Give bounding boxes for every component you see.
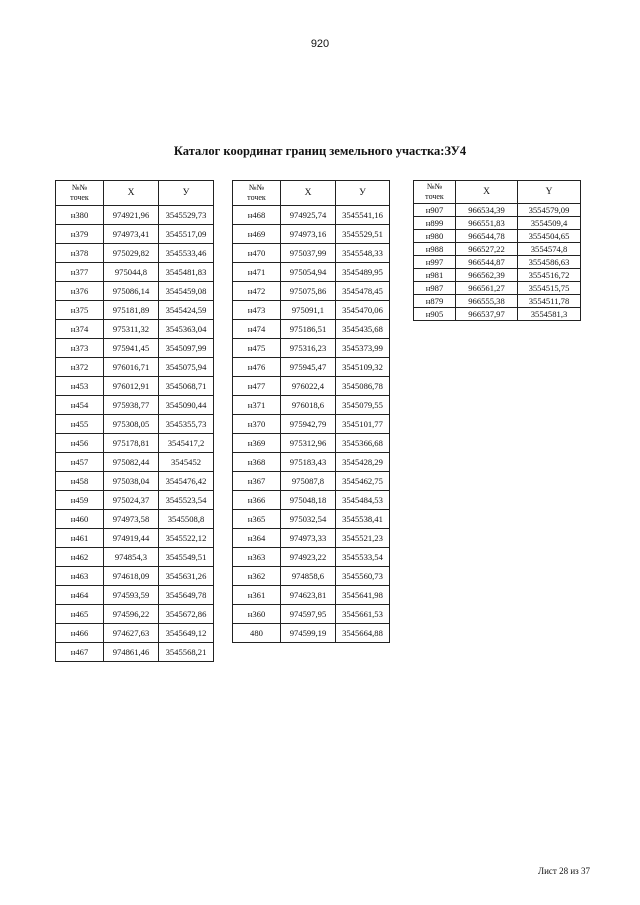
y-coordinate-cell: 3545631,26: [159, 567, 214, 586]
point-id-cell: н477: [233, 377, 281, 396]
table-row: [233, 320, 390, 339]
y-coordinate-cell: 3545452: [159, 453, 214, 472]
x-coordinate-cell: 975082,44: [104, 453, 159, 472]
y-coordinate-cell: 3545355,73: [159, 415, 214, 434]
x-coordinate-cell: 966562,39: [456, 269, 518, 282]
column-header-point: №№ точек: [414, 181, 456, 204]
point-id-cell: н476: [233, 358, 281, 377]
table-row: [56, 282, 214, 301]
point-id-cell: н997: [414, 256, 456, 269]
y-coordinate-cell: 3545508,8: [159, 510, 214, 529]
table-row: [414, 256, 581, 269]
point-id-cell: н368: [233, 453, 281, 472]
x-coordinate-cell: 976022,4: [281, 377, 336, 396]
x-coordinate-cell: 974623,81: [281, 586, 336, 605]
x-coordinate-cell: 975044,8: [104, 263, 159, 282]
point-id-cell: н361: [233, 586, 281, 605]
column-header-point: №№ точек: [56, 181, 104, 206]
y-coordinate-cell: 3545373,99: [336, 339, 390, 358]
y-coordinate-cell: 3545478,45: [336, 282, 390, 301]
y-coordinate-cell: 3554579,09: [518, 204, 581, 217]
y-coordinate-cell: 3545428,29: [336, 453, 390, 472]
x-coordinate-cell: 974599,19: [281, 624, 336, 643]
y-coordinate-cell: 3545101,77: [336, 415, 390, 434]
point-id-cell: н472: [233, 282, 281, 301]
point-id-cell: н454: [56, 396, 104, 415]
coordinates-table-1: [55, 180, 214, 662]
y-coordinate-cell: 3545523,54: [159, 491, 214, 510]
x-coordinate-cell: 974854,3: [104, 548, 159, 567]
x-coordinate-cell: 974627,63: [104, 624, 159, 643]
point-id-cell: н380: [56, 206, 104, 225]
point-id-cell: н376: [56, 282, 104, 301]
point-id-cell: 480: [233, 624, 281, 643]
table-row: [233, 377, 390, 396]
x-coordinate-cell: 974593,59: [104, 586, 159, 605]
point-id-cell: н470: [233, 244, 281, 263]
table-row: [56, 491, 214, 510]
x-coordinate-cell: 976012,91: [104, 377, 159, 396]
table-row: [56, 586, 214, 605]
y-coordinate-cell: 3545649,12: [159, 624, 214, 643]
point-id-cell: н461: [56, 529, 104, 548]
table-row: [233, 567, 390, 586]
x-coordinate-cell: 975075,86: [281, 282, 336, 301]
table-row: [233, 586, 390, 605]
x-coordinate-cell: 975024,37: [104, 491, 159, 510]
point-id-cell: н456: [56, 434, 104, 453]
column-header-x: X: [456, 181, 518, 204]
document-title: Каталог координат границ земельного участка:ЗУ4: [173, 144, 467, 158]
x-coordinate-cell: 974925,74: [281, 206, 336, 225]
x-coordinate-cell: 975312,96: [281, 434, 336, 453]
x-coordinate-cell: 975938,77: [104, 396, 159, 415]
table-row: [56, 415, 214, 434]
table-row: [233, 491, 390, 510]
x-coordinate-cell: 975178,81: [104, 434, 159, 453]
x-coordinate-cell: 974618,09: [104, 567, 159, 586]
y-coordinate-cell: 3545661,53: [336, 605, 390, 624]
point-id-cell: н372: [56, 358, 104, 377]
y-coordinate-cell: 3545484,53: [336, 491, 390, 510]
column-header-y: У: [336, 181, 390, 206]
point-id-cell: н366: [233, 491, 281, 510]
point-id-cell: н378: [56, 244, 104, 263]
point-id-cell: н474: [233, 320, 281, 339]
table-row: [56, 605, 214, 624]
table-row: [56, 358, 214, 377]
x-coordinate-cell: 975086,14: [104, 282, 159, 301]
point-id-cell: н468: [233, 206, 281, 225]
point-id-cell: н987: [414, 282, 456, 295]
point-id-cell: н907: [414, 204, 456, 217]
x-coordinate-cell: 974923,22: [281, 548, 336, 567]
table-row: [56, 567, 214, 586]
x-coordinate-cell: 974597,95: [281, 605, 336, 624]
x-coordinate-cell: 975037,99: [281, 244, 336, 263]
y-coordinate-cell: 3545664,88: [336, 624, 390, 643]
x-coordinate-cell: 966544,87: [456, 256, 518, 269]
table-row: [56, 624, 214, 643]
y-coordinate-cell: 3545548,33: [336, 244, 390, 263]
x-coordinate-cell: 975941,45: [104, 339, 159, 358]
table-row: [56, 643, 214, 662]
x-coordinate-cell: 975316,23: [281, 339, 336, 358]
point-id-cell: н374: [56, 320, 104, 339]
y-coordinate-cell: 3545097,99: [159, 339, 214, 358]
table-row: [233, 472, 390, 491]
x-coordinate-cell: 974973,41: [104, 225, 159, 244]
table-row: [233, 548, 390, 567]
x-coordinate-cell: 974921,96: [104, 206, 159, 225]
y-coordinate-cell: 3545462,75: [336, 472, 390, 491]
x-coordinate-cell: 975054,94: [281, 263, 336, 282]
sheet-footer: Лист 28 из 37: [538, 866, 590, 876]
x-coordinate-cell: 975311,32: [104, 320, 159, 339]
x-coordinate-cell: 975091,1: [281, 301, 336, 320]
point-id-cell: н365: [233, 510, 281, 529]
point-id-cell: н879: [414, 295, 456, 308]
table-row: [56, 225, 214, 244]
coordinates-table-2: [232, 180, 390, 643]
table-row: [233, 339, 390, 358]
x-coordinate-cell: 975048,18: [281, 491, 336, 510]
table-row: [233, 396, 390, 415]
x-coordinate-cell: 966551,83: [456, 217, 518, 230]
table-row: [414, 243, 581, 256]
column-header-point: №№ точек: [233, 181, 281, 206]
point-id-cell: н455: [56, 415, 104, 434]
column-header-y: Y: [518, 181, 581, 204]
table-row: [56, 377, 214, 396]
y-coordinate-cell: 3554574,8: [518, 243, 581, 256]
y-coordinate-cell: 3545470,06: [336, 301, 390, 320]
point-id-cell: н371: [233, 396, 281, 415]
point-id-cell: н379: [56, 225, 104, 244]
table-row: [233, 358, 390, 377]
table-row: [233, 434, 390, 453]
y-coordinate-cell: 3545075,94: [159, 358, 214, 377]
y-coordinate-cell: 3545109,32: [336, 358, 390, 377]
table-row: [414, 217, 581, 230]
x-coordinate-cell: 975032,54: [281, 510, 336, 529]
x-coordinate-cell: 975181,89: [104, 301, 159, 320]
point-id-cell: н471: [233, 263, 281, 282]
y-coordinate-cell: 3545541,16: [336, 206, 390, 225]
y-coordinate-cell: 3545459,08: [159, 282, 214, 301]
x-coordinate-cell: 974973,33: [281, 529, 336, 548]
table-row: [233, 263, 390, 282]
page-number: 920: [310, 38, 330, 50]
table-row: [414, 204, 581, 217]
x-coordinate-cell: 975308,05: [104, 415, 159, 434]
y-coordinate-cell: 3545363,04: [159, 320, 214, 339]
coordinates-table-3: [413, 180, 581, 321]
x-coordinate-cell: 974973,16: [281, 225, 336, 244]
y-coordinate-cell: 3545068,71: [159, 377, 214, 396]
point-id-cell: н377: [56, 263, 104, 282]
y-coordinate-cell: 3545568,21: [159, 643, 214, 662]
y-coordinate-cell: 3545481,83: [159, 263, 214, 282]
table-row: [56, 529, 214, 548]
x-coordinate-cell: 976016,71: [104, 358, 159, 377]
x-coordinate-cell: 966527,22: [456, 243, 518, 256]
x-coordinate-cell: 966544,78: [456, 230, 518, 243]
point-id-cell: н905: [414, 308, 456, 321]
column-header-y: У: [159, 181, 214, 206]
table-row: [56, 339, 214, 358]
x-coordinate-cell: 974919,44: [104, 529, 159, 548]
x-coordinate-cell: 976018,6: [281, 396, 336, 415]
y-coordinate-cell: 3545529,73: [159, 206, 214, 225]
table-row: [233, 605, 390, 624]
x-coordinate-cell: 974861,46: [104, 643, 159, 662]
y-coordinate-cell: 3545522,12: [159, 529, 214, 548]
point-id-cell: н980: [414, 230, 456, 243]
table-row: [414, 269, 581, 282]
y-coordinate-cell: 3545424,59: [159, 301, 214, 320]
x-coordinate-cell: 975945,47: [281, 358, 336, 377]
point-id-cell: н463: [56, 567, 104, 586]
y-coordinate-cell: 3545533,54: [336, 548, 390, 567]
x-coordinate-cell: 974596,22: [104, 605, 159, 624]
y-coordinate-cell: 3545086,78: [336, 377, 390, 396]
y-coordinate-cell: 3545529,51: [336, 225, 390, 244]
table-row: [233, 624, 390, 643]
table-row: [56, 472, 214, 491]
table-row: [414, 295, 581, 308]
y-coordinate-cell: 3554581,3: [518, 308, 581, 321]
y-coordinate-cell: 3545079,55: [336, 396, 390, 415]
table-row: [414, 230, 581, 243]
point-id-cell: н367: [233, 472, 281, 491]
point-id-cell: н460: [56, 510, 104, 529]
x-coordinate-cell: 966534,39: [456, 204, 518, 217]
y-coordinate-cell: 3545672,86: [159, 605, 214, 624]
y-coordinate-cell: 3554516,72: [518, 269, 581, 282]
y-coordinate-cell: 3554504,65: [518, 230, 581, 243]
table-row: [233, 415, 390, 434]
table-row: [56, 548, 214, 567]
x-coordinate-cell: 966561,27: [456, 282, 518, 295]
table-row: [56, 206, 214, 225]
y-coordinate-cell: 3554509,4: [518, 217, 581, 230]
column-header-x: X: [104, 181, 159, 206]
table-row: [233, 225, 390, 244]
point-id-cell: н453: [56, 377, 104, 396]
y-coordinate-cell: 3545521,23: [336, 529, 390, 548]
table-row: [56, 244, 214, 263]
y-coordinate-cell: 3545538,41: [336, 510, 390, 529]
point-id-cell: н464: [56, 586, 104, 605]
table-row: [233, 529, 390, 548]
y-coordinate-cell: 3545366,68: [336, 434, 390, 453]
y-coordinate-cell: 3545090,44: [159, 396, 214, 415]
y-coordinate-cell: 3554511,78: [518, 295, 581, 308]
y-coordinate-cell: 3545533,46: [159, 244, 214, 263]
y-coordinate-cell: 3545560,73: [336, 567, 390, 586]
table-row: [56, 434, 214, 453]
point-id-cell: н466: [56, 624, 104, 643]
y-coordinate-cell: 3545641,98: [336, 586, 390, 605]
point-id-cell: н981: [414, 269, 456, 282]
point-id-cell: н473: [233, 301, 281, 320]
x-coordinate-cell: 975186,51: [281, 320, 336, 339]
y-coordinate-cell: 3554515,75: [518, 282, 581, 295]
point-id-cell: н475: [233, 339, 281, 358]
table-row: [414, 282, 581, 295]
point-id-cell: н899: [414, 217, 456, 230]
table-row: [233, 206, 390, 225]
table-row: [56, 263, 214, 282]
table-row: [56, 396, 214, 415]
table-row: [233, 244, 390, 263]
point-id-cell: н364: [233, 529, 281, 548]
point-id-cell: н369: [233, 434, 281, 453]
x-coordinate-cell: 975942,79: [281, 415, 336, 434]
y-coordinate-cell: 3545417,2: [159, 434, 214, 453]
x-coordinate-cell: 966537,97: [456, 308, 518, 321]
table-row: [56, 510, 214, 529]
point-id-cell: н362: [233, 567, 281, 586]
point-id-cell: н465: [56, 605, 104, 624]
point-id-cell: н462: [56, 548, 104, 567]
y-coordinate-cell: 3545549,51: [159, 548, 214, 567]
table-row: [414, 308, 581, 321]
y-coordinate-cell: 3554586,63: [518, 256, 581, 269]
table-row: [233, 301, 390, 320]
x-coordinate-cell: 966555,38: [456, 295, 518, 308]
point-id-cell: н988: [414, 243, 456, 256]
y-coordinate-cell: 3545649,78: [159, 586, 214, 605]
point-id-cell: н458: [56, 472, 104, 491]
point-id-cell: н469: [233, 225, 281, 244]
y-coordinate-cell: 3545435,68: [336, 320, 390, 339]
table-row: [56, 453, 214, 472]
table-row: [56, 320, 214, 339]
x-coordinate-cell: 975183,43: [281, 453, 336, 472]
point-id-cell: н363: [233, 548, 281, 567]
x-coordinate-cell: 975029,82: [104, 244, 159, 263]
point-id-cell: н459: [56, 491, 104, 510]
y-coordinate-cell: 3545489,95: [336, 263, 390, 282]
x-coordinate-cell: 974858,6: [281, 567, 336, 586]
point-id-cell: н373: [56, 339, 104, 358]
x-coordinate-cell: 974973,58: [104, 510, 159, 529]
point-id-cell: н360: [233, 605, 281, 624]
table-row: [56, 301, 214, 320]
point-id-cell: н375: [56, 301, 104, 320]
point-id-cell: н457: [56, 453, 104, 472]
point-id-cell: н467: [56, 643, 104, 662]
x-coordinate-cell: 975087,8: [281, 472, 336, 491]
x-coordinate-cell: 975038,04: [104, 472, 159, 491]
table-row: [233, 282, 390, 301]
point-id-cell: н370: [233, 415, 281, 434]
table-row: [233, 510, 390, 529]
column-header-x: X: [281, 181, 336, 206]
y-coordinate-cell: 3545517,09: [159, 225, 214, 244]
table-row: [233, 453, 390, 472]
y-coordinate-cell: 3545476,42: [159, 472, 214, 491]
